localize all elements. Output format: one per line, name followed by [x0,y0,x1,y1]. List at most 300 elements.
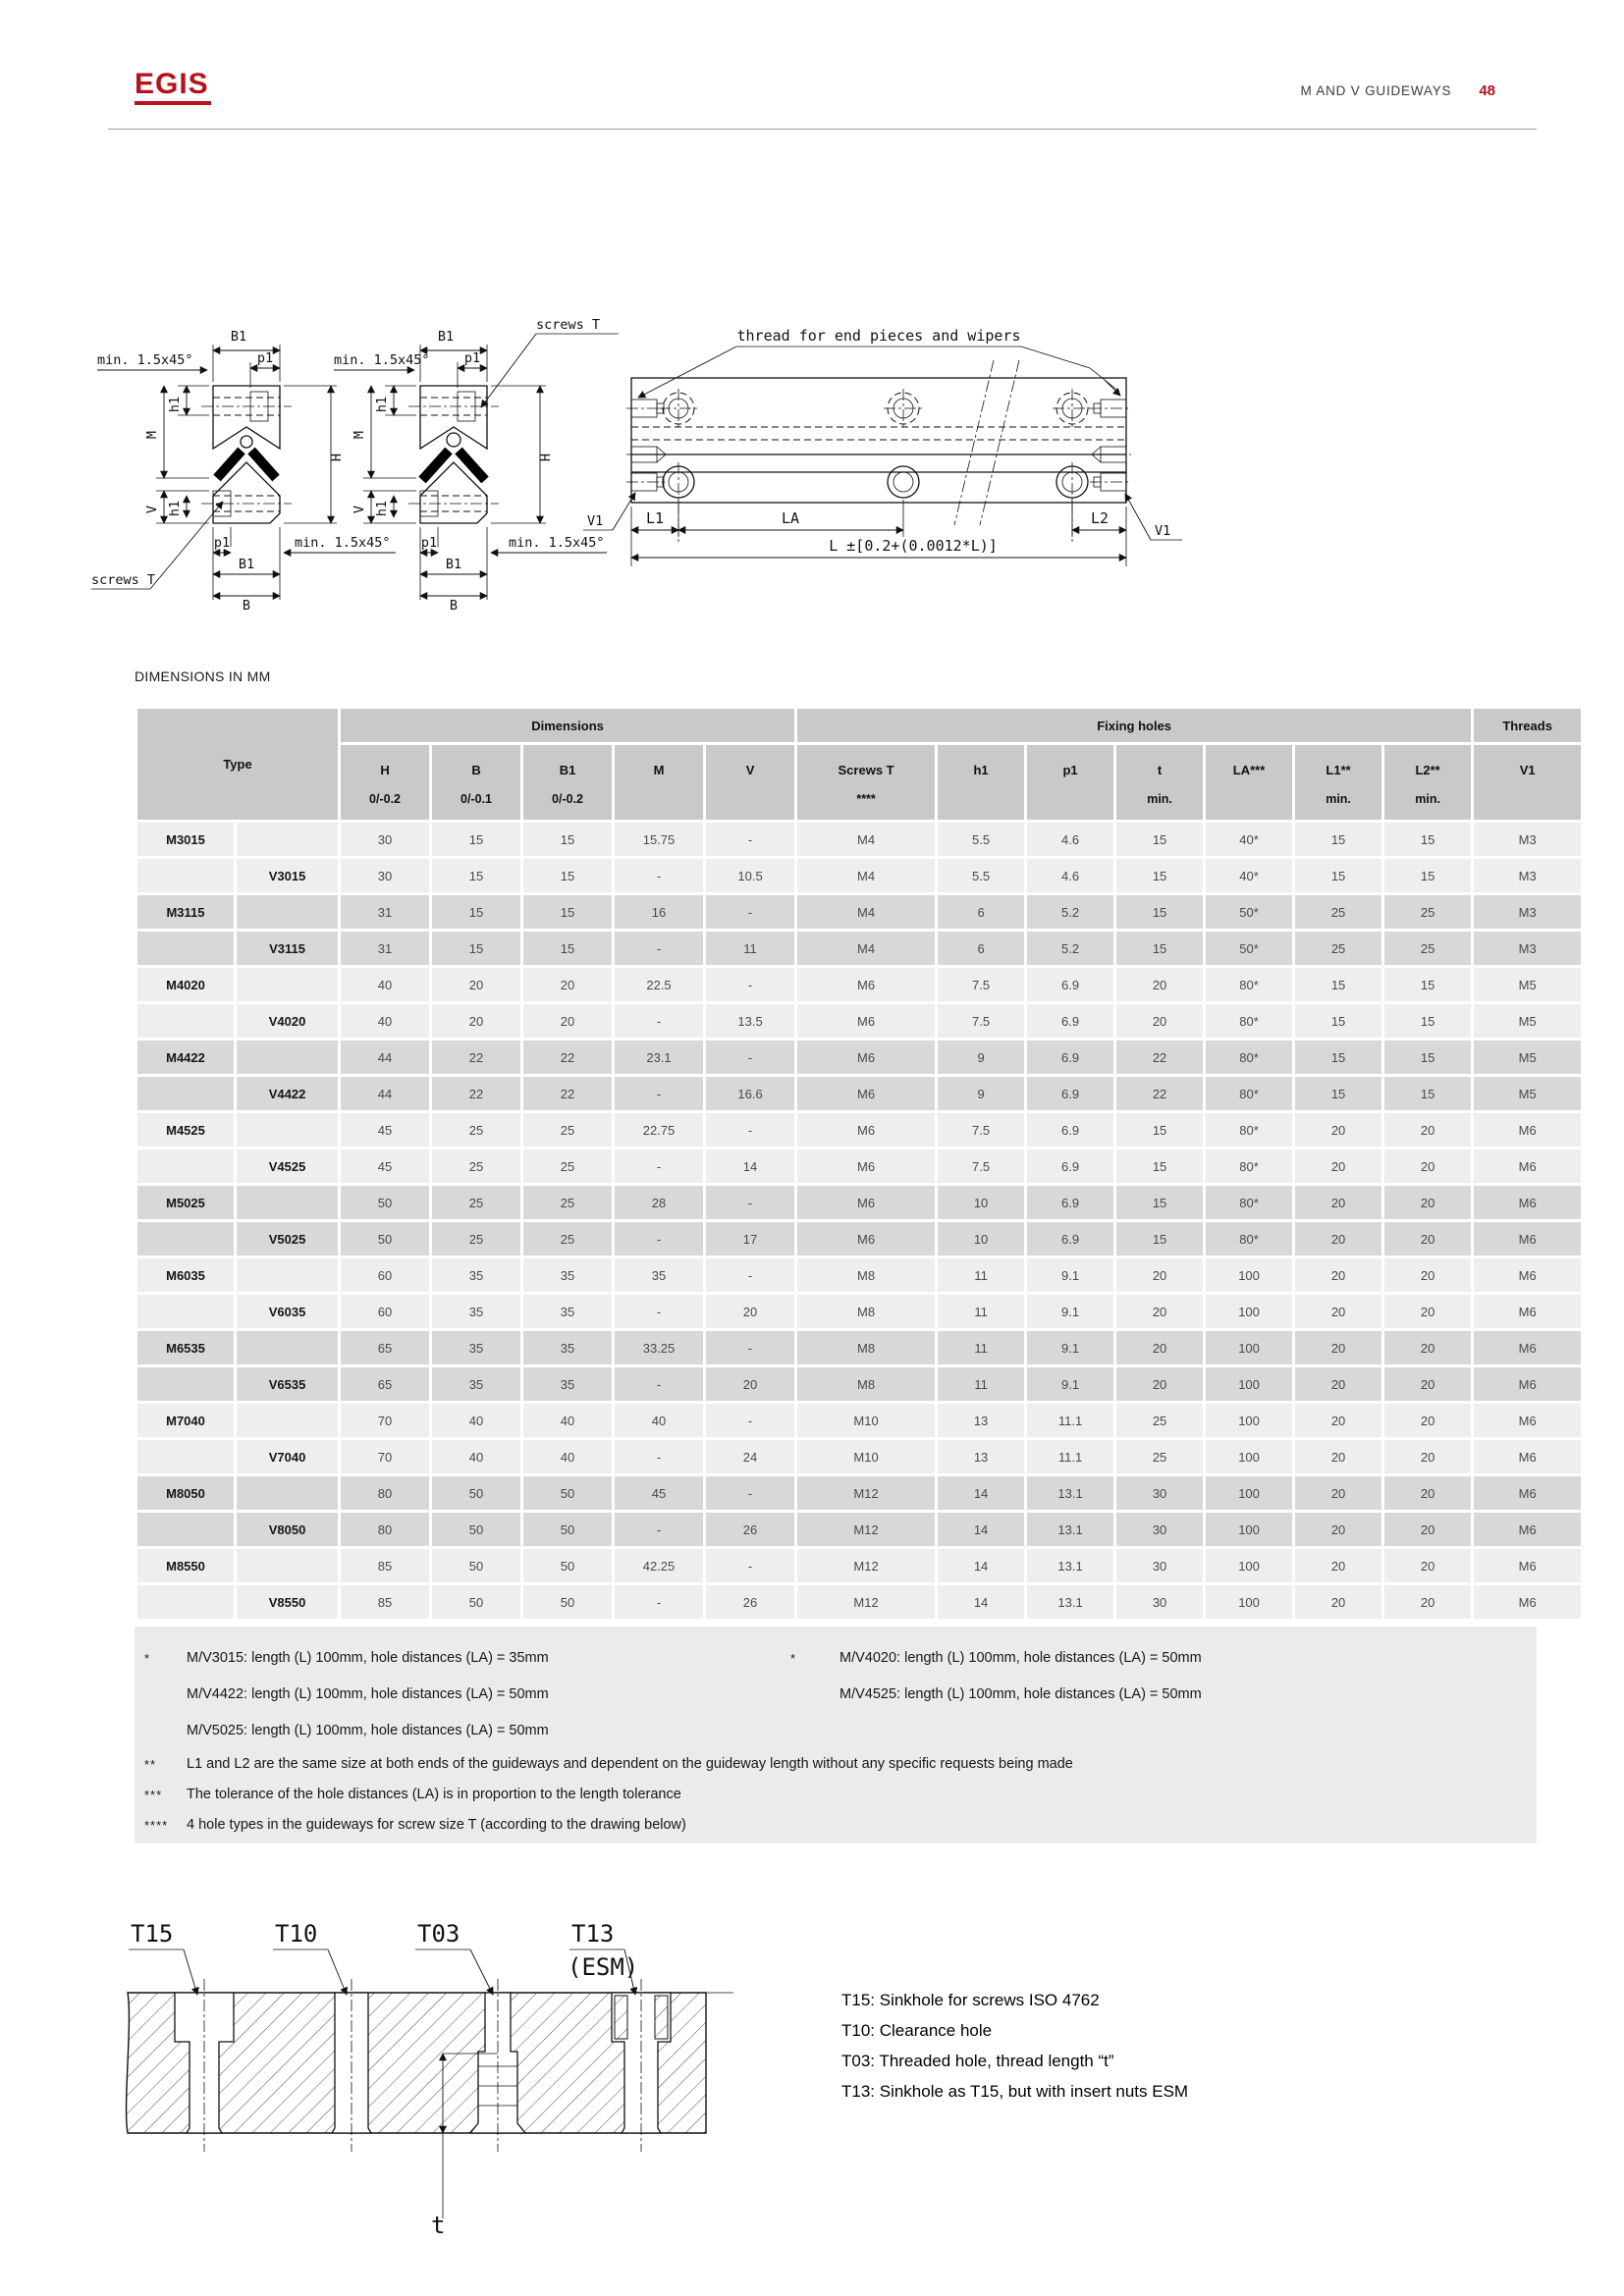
value-cell: - [706,1258,794,1292]
value-cell: 17 [706,1222,794,1255]
value-cell: M6 [1474,1222,1581,1255]
type-m-cell [137,932,234,965]
value-cell: 7.5 [938,968,1024,1001]
type-v-cell: V4422 [237,1077,338,1110]
value-cell: 15 [1295,823,1381,856]
column-header: M [615,745,703,820]
value-cell: 20 [432,1004,520,1038]
footnote-notes [144,1749,1537,1841]
value-cell: 85 [341,1585,429,1619]
value-cell: M6 [1474,1440,1581,1473]
value-cell: 4.6 [1027,859,1113,892]
type-v-cell [237,895,338,929]
group-header-threads: Threads [1474,709,1581,742]
type-m-cell: M8550 [137,1549,234,1582]
column-header: t min. [1116,745,1203,820]
value-cell: 30 [1116,1513,1203,1546]
table-row [137,859,1581,892]
value-cell: M10 [797,1440,935,1473]
value-cell: 35 [432,1367,520,1401]
value-cell: 6 [938,932,1024,965]
value-cell: M3 [1474,895,1581,929]
value-cell: 40* [1206,823,1292,856]
value-cell: 20 [1384,1113,1471,1147]
value-cell: 14 [706,1149,794,1183]
value-cell: 5.5 [938,859,1024,892]
prism-wedge [217,451,242,478]
value-cell: 7.5 [938,1149,1024,1183]
value-cell: M6 [1474,1331,1581,1364]
value-cell: 20 [1384,1222,1471,1255]
value-cell: 14 [938,1476,1024,1510]
value-cell: 20 [706,1367,794,1401]
dim-length: L ±[0.2+(0.0012*L)] [829,537,998,555]
end-thread-pins-right [1088,400,1131,491]
value-cell: 15 [432,823,520,856]
value-cell: 15 [523,932,612,965]
value-cell: 60 [341,1258,429,1292]
value-cell: 11.1 [1027,1404,1113,1437]
type-v-cell [237,1186,338,1219]
type-m-cell [137,859,234,892]
t-dim-label: t [431,2212,446,2239]
value-cell: 20 [1116,1367,1203,1401]
value-cell: 11 [938,1258,1024,1292]
dim-h1-bottom: h1 [374,500,390,517]
type-m-cell: M6535 [137,1331,234,1364]
section-label: DIMENSIONS IN MM [135,668,271,684]
value-cell: M6 [1474,1295,1581,1328]
value-cell: 40* [1206,859,1292,892]
value-cell: 9.1 [1027,1331,1113,1364]
value-cell: 25 [523,1149,612,1183]
value-cell: 11 [938,1367,1024,1401]
table-row [137,1113,1581,1147]
value-cell: M6 [797,1149,935,1183]
value-cell: 4.6 [1027,823,1113,856]
value-cell: 45 [341,1113,429,1147]
footnote-text: L1 and L2 are the same size at both ends of the guideways and dependent on the guideway length without any specific requests being made [187,1756,1073,1772]
value-cell: 10 [938,1222,1024,1255]
value-cell: 20 [1384,1258,1471,1292]
v1-label-right: V1 [1155,523,1171,539]
value-cell: M5 [1474,1077,1581,1110]
value-cell: 15 [1116,895,1203,929]
value-cell: 20 [1116,1258,1203,1292]
table-row [137,932,1581,965]
type-v-cell: V7040 [237,1440,338,1473]
hole-type-descriptions [841,1985,1188,2107]
value-cell: 16 [615,895,703,929]
value-cell: M3 [1474,932,1581,965]
footnote-note [144,1810,1537,1841]
value-cell: 25 [432,1149,520,1183]
value-cell: 6.9 [1027,1041,1113,1074]
value-cell: 25 [1116,1404,1203,1437]
value-cell: 9.1 [1027,1258,1113,1292]
value-cell: 30 [1116,1585,1203,1619]
value-cell: 80* [1206,1004,1292,1038]
value-cell: 20 [1384,1149,1471,1183]
table-row [137,1440,1581,1473]
value-cell: 100 [1206,1404,1292,1437]
value-cell: 24 [706,1440,794,1473]
footnote-note [144,1749,1537,1780]
value-cell: M6 [1474,1113,1581,1147]
footnote-star-row [144,1677,1537,1713]
value-cell: 6.9 [1027,1077,1113,1110]
value-cell: - [706,1476,794,1510]
hole-t10 [332,1979,371,2152]
value-cell: 15 [1116,823,1203,856]
hole-types-drawing [93,1895,761,2248]
value-cell: M12 [797,1513,935,1546]
type-v-cell [237,1404,338,1437]
value-cell: - [706,1404,794,1437]
dim-p1-top: p1 [463,350,481,366]
type-m-cell: M6035 [137,1258,234,1292]
dim-b1-bottom: B1 [445,557,462,572]
value-cell: 6.9 [1027,1113,1113,1147]
value-cell: 22.5 [615,968,703,1001]
value-cell: 20 [1116,1004,1203,1038]
value-cell: 80* [1206,1149,1292,1183]
value-cell: 22 [432,1041,520,1074]
value-cell: 31 [341,932,429,965]
value-cell: 20 [1384,1513,1471,1546]
value-cell: 50 [523,1585,612,1619]
table-row [137,1222,1581,1255]
value-cell: M6 [797,1113,935,1147]
value-cell: 10 [938,1186,1024,1219]
value-cell: 10.5 [706,859,794,892]
type-v-cell [237,1258,338,1292]
value-cell: 13.1 [1027,1476,1113,1510]
footnote-star-row [144,1713,1537,1749]
footnote-marker [144,1713,187,1749]
value-cell: 80 [341,1513,429,1546]
footnote-text: M/V3015: length (L) 100mm, hole distances (LA) = 35mm [187,1650,549,1666]
value-cell: 20 [1384,1585,1471,1619]
value-cell: 40 [341,1004,429,1038]
value-cell: 15 [432,859,520,892]
value-cell: M12 [797,1476,935,1510]
value-cell: 5.5 [938,823,1024,856]
value-cell: 15 [523,859,612,892]
value-cell: 25 [432,1186,520,1219]
footnote-star-rows [144,1640,1537,1749]
value-cell: 80* [1206,968,1292,1001]
value-cell: 35 [523,1331,612,1364]
value-cell: 35 [523,1367,612,1401]
value-cell: 35 [523,1258,612,1292]
value-cell: 9 [938,1041,1024,1074]
value-cell: 80* [1206,1077,1292,1110]
value-cell: 50* [1206,932,1292,965]
value-cell: 15 [432,932,520,965]
value-cell: - [615,859,703,892]
value-cell: M6 [797,968,935,1001]
value-cell: 20 [1384,1549,1471,1582]
type-m-cell [137,1513,234,1546]
value-cell: 25 [432,1113,520,1147]
value-cell: 65 [341,1331,429,1364]
value-cell: 20 [1295,1585,1381,1619]
chamfer-note-top: min. 1.5x45° [97,352,193,368]
value-cell: 15 [1116,932,1203,965]
value-cell: 40 [432,1440,520,1473]
value-cell: 31 [341,895,429,929]
value-cell: M6 [1474,1367,1581,1401]
column-header: V [706,745,794,820]
value-cell: 20 [432,968,520,1001]
value-cell: 30 [1116,1476,1203,1510]
value-cell: - [706,1331,794,1364]
value-cell: 65 [341,1367,429,1401]
dim-v: V [352,505,367,514]
value-cell: M6 [797,1222,935,1255]
footnote-text: M/V4422: length (L) 100mm, hole distances (LA) = 50mm [187,1686,549,1702]
type-m-cell: M3015 [137,823,234,856]
value-cell: 40 [615,1404,703,1437]
value-cell: 33.25 [615,1331,703,1364]
value-cell: 50 [432,1476,520,1510]
hole-bottom-row [663,462,1088,545]
value-cell: 100 [1206,1367,1292,1401]
value-cell: - [706,895,794,929]
type-v-cell [237,1476,338,1510]
type-m-cell: M5025 [137,1186,234,1219]
type-m-cell [137,1367,234,1401]
hole-type-line: T03: Threaded hole, thread length “t” [841,2052,1114,2070]
value-cell: M6 [797,1077,935,1110]
value-cell: M4 [797,823,935,856]
type-v-cell: V4525 [237,1149,338,1183]
value-cell: 6.9 [1027,1186,1113,1219]
type-m-cell: M4422 [137,1041,234,1074]
footnote-text: 4 hole types in the guideways for screw size T (according to the drawing below) [187,1817,686,1833]
footnote-note [144,1780,1537,1810]
value-cell: 15 [1295,1004,1381,1038]
value-cell: - [615,1295,703,1328]
brand-logo: EGIS [135,69,211,105]
column-header-row [137,745,1581,820]
value-cell: 40 [432,1404,520,1437]
chamfer-note-bottom: min. 1.5x45° [295,535,391,551]
value-cell: 80* [1206,1186,1292,1219]
footnote-marker: *** [144,1788,163,1802]
dim-b: B [449,598,459,614]
footnotes-block [135,1627,1537,1843]
value-cell: M12 [797,1549,935,1582]
table-row [137,823,1581,856]
value-cell: 80 [341,1476,429,1510]
type-m-cell [137,1149,234,1183]
value-cell: 100 [1206,1331,1292,1364]
type-v-cell: V8050 [237,1513,338,1546]
value-cell: 20 [523,968,612,1001]
dim-b1-top: B1 [230,329,247,345]
value-cell: 35 [432,1258,520,1292]
t13-label: T13 [571,1920,615,1948]
value-cell: - [615,932,703,965]
value-cell: 20 [1384,1404,1471,1437]
value-cell: - [615,1440,703,1473]
type-v-cell: V3015 [237,859,338,892]
type-m-cell: M3115 [137,895,234,929]
value-cell: - [706,1113,794,1147]
value-cell: M10 [797,1404,935,1437]
value-cell: 22 [432,1077,520,1110]
value-cell: 7.5 [938,1113,1024,1147]
type-m-cell [137,1222,234,1255]
type-v-cell: V8550 [237,1585,338,1619]
value-cell: - [615,1004,703,1038]
hole-type-line: T13: Sinkhole as T15, but with insert nuts ESM [841,2082,1189,2101]
value-cell: - [615,1367,703,1401]
value-cell: 20 [1295,1113,1381,1147]
value-cell: 42.25 [615,1549,703,1582]
value-cell: 25 [1295,932,1381,965]
value-cell: 50 [432,1549,520,1582]
thread-note: thread for end pieces and wipers [736,327,1021,345]
value-cell: 44 [341,1077,429,1110]
value-cell: 15 [1295,968,1381,1001]
value-cell: 13.1 [1027,1549,1113,1582]
value-cell: 20 [1384,1186,1471,1219]
table-row [137,1404,1581,1437]
value-cell: 6.9 [1027,1149,1113,1183]
table-row [137,1513,1581,1546]
header-divider [108,129,1537,130]
value-cell: 25 [523,1222,612,1255]
value-cell: M8 [797,1258,935,1292]
value-cell: 15 [1295,1041,1381,1074]
footnote-marker: * [144,1651,151,1666]
group-header-dimensions: Dimensions [341,709,794,742]
value-cell: 20 [1116,1295,1203,1328]
footnote-text: M/V5025: length (L) 100mm, hole distances (LA) = 50mm [187,1723,549,1738]
table-body [137,823,1581,1619]
type-m-cell: M8050 [137,1476,234,1510]
screws-t-label: screws T [536,317,601,333]
column-header: L1** min. [1295,745,1381,820]
v1-label-left: V1 [587,513,604,529]
type-m-cell [137,1077,234,1110]
value-cell: M8 [797,1295,935,1328]
value-cell: 6.9 [1027,1222,1113,1255]
value-cell: 20 [706,1295,794,1328]
value-cell: 25 [432,1222,520,1255]
value-cell: M5 [1474,1004,1581,1038]
value-cell: 20 [1295,1549,1381,1582]
value-cell: - [706,823,794,856]
value-cell: 14 [938,1549,1024,1582]
value-cell: 14 [938,1585,1024,1619]
value-cell: 35 [615,1258,703,1292]
value-cell: 25 [1295,895,1381,929]
type-column-header: Type [137,709,338,820]
value-cell: 11 [938,1295,1024,1328]
dim-m: M [352,430,367,440]
value-cell: 50 [523,1513,612,1546]
type-v-cell: V4020 [237,1004,338,1038]
value-cell: 50* [1206,895,1292,929]
value-cell: 85 [341,1549,429,1582]
type-v-cell [237,1113,338,1147]
dim-l2: L2 [1090,509,1110,527]
value-cell: M6 [1474,1258,1581,1292]
t10-label: T10 [275,1920,318,1948]
value-cell: 20 [1295,1331,1381,1364]
table-row [137,1077,1581,1110]
esm-label: (ESM) [568,1953,639,1981]
value-cell: - [615,1513,703,1546]
page-title: M AND V GUIDEWAYS [1300,83,1452,98]
value-cell: 35 [523,1295,612,1328]
value-cell: 20 [1384,1476,1471,1510]
value-cell: - [706,968,794,1001]
table-row [137,1367,1581,1401]
hole-type-line: T15: Sinkhole for screws ISO 4762 [841,1991,1100,2009]
column-header: h1 [938,745,1024,820]
value-cell: 35 [432,1331,520,1364]
value-cell: 50 [432,1513,520,1546]
value-cell: 15 [1116,1222,1203,1255]
t15-label: T15 [131,1920,174,1948]
dim-la: LA [781,509,800,527]
table-row [137,1004,1581,1038]
value-cell: M6 [1474,1513,1581,1546]
dim-b1-top: B1 [437,329,455,345]
t03-label: T03 [417,1920,460,1948]
table-row [137,968,1581,1001]
value-cell: 25 [1384,932,1471,965]
table-row [137,895,1581,929]
dim-h: H [329,453,345,462]
value-cell: M3 [1474,859,1581,892]
column-header: H 0/-0.2 [341,745,429,820]
type-v-cell [237,968,338,1001]
footnote-star-row [144,1640,1537,1677]
value-cell: 20 [1295,1258,1381,1292]
value-cell: 40 [523,1440,612,1473]
value-cell: 40 [523,1404,612,1437]
value-cell: 20 [1295,1222,1381,1255]
value-cell: M4 [797,932,935,965]
footnote-marker: **** [144,1818,169,1833]
value-cell: 40 [341,968,429,1001]
type-v-cell: V3115 [237,932,338,965]
value-cell: - [706,1549,794,1582]
type-m-cell [137,1295,234,1328]
footnote-marker [790,1713,839,1749]
footnote-text: The tolerance of the hole distances (LA) is in proportion to the length tolerance [187,1787,681,1802]
value-cell: 25 [1384,895,1471,929]
value-cell: - [615,1585,703,1619]
type-v-cell [237,1041,338,1074]
value-cell: 22 [1116,1077,1203,1110]
value-cell: 50 [432,1585,520,1619]
value-cell: 35 [432,1295,520,1328]
value-cell: 28 [615,1186,703,1219]
dim-v: V [144,505,160,514]
value-cell: 30 [1116,1549,1203,1582]
value-cell: 9.1 [1027,1295,1113,1328]
type-m-cell [137,1440,234,1473]
value-cell: 13.1 [1027,1513,1113,1546]
type-v-cell: V6035 [237,1295,338,1328]
